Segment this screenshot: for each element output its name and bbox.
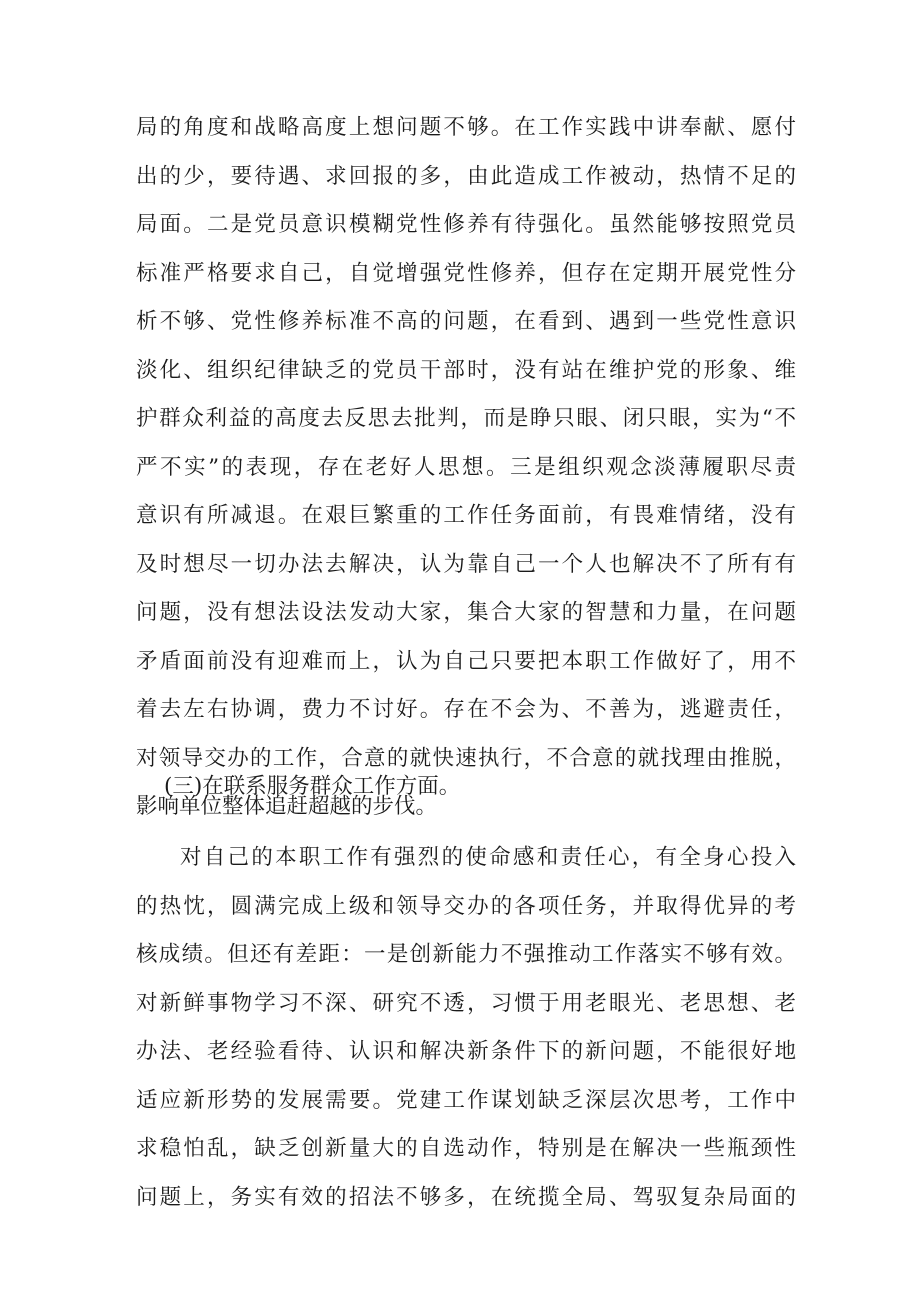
paragraph-1-line: 对领导交办的工作，合意的就快速执行，不合意的就找理由推脱， [136, 745, 796, 771]
paragraph-2-line: 求稳怕乱，缺乏创新量大的自选动作，特别是在解决一些瓶颈性 [136, 1136, 796, 1161]
paragraph-1-line: 局的角度和战略高度上想问题不够。在工作实践中讲奉献、愿付 [136, 115, 796, 140]
paragraph-2 [136, 834, 796, 1222]
paragraph-1-line: 矛盾面前没有迎难而上，认为自己只要把本职工作做好了，用不 [136, 648, 796, 674]
paragraph-2-line: 核成绩。但还有差距：一是创新能力不强推动工作落实不够有效。 [136, 942, 796, 967]
paragraph-2-line: 的热忱，圆满完成上级和领导交办的各项任务，并取得优异的考 [136, 893, 796, 919]
paragraph-1-line: 标准严格要求自己，自觉增强党性修养，但存在定期开展党性分 [136, 260, 796, 286]
paragraph-1-line: 问题，没有想法设法发动大家，集合大家的智慧和力量，在问题 [136, 600, 796, 625]
section-heading: (三)在联系服务群众工作方面。 [164, 774, 461, 799]
paragraph-1-line: 着去左右协调，费力不讨好。存在不会为、不善为，逃避责任， [136, 697, 796, 722]
paragraph-1-line: 及时想尽一切办法去解决，认为靠自己一个人也解决不了所有有 [136, 551, 796, 577]
paragraph-2-line: 办法、老经验看待、认识和解决新条件下的新问题，不能很好地 [136, 1039, 796, 1064]
paragraph-1-line: 局面。二是党员意识模糊党性修养有待强化。虽然能够按照党员 [136, 212, 796, 237]
paragraph-1-line: 意识有所减退。在艰巨繁重的工作任务面前，有畏难情绪，没有 [136, 503, 796, 528]
paragraph-1 [136, 104, 796, 832]
paragraph-1-line: 严不实”的表现，存在老好人思想。三是组织观念淡薄履职尽责 [136, 454, 796, 480]
paragraph-1-line: 护群众利益的高度去反思去批判，而是睁只眼、闭只眼，实为“不 [136, 406, 796, 431]
paragraph-2-line: 问题上，务实有效的招法不够多，在统揽全局、驾驭复杂局面的 [136, 1184, 796, 1210]
paragraph-2-line: 适应新形势的发展需要。党建工作谋划缺乏深层次思考，工作中 [136, 1087, 796, 1113]
paragraph-1-line: 出的少，要待遇、求回报的多，由此造成工作被动，热情不足的 [136, 163, 796, 189]
paragraph-2-line: 对自己的本职工作有强烈的使命感和责任心，有全身心投入 [180, 845, 796, 870]
paragraph-1-line: 淡化、组织纪律缺乏的党员干部时，没有站在维护党的形象、维 [136, 357, 796, 383]
paragraph-1-line: 析不够、党性修养标准不高的问题，在看到、遇到一些党性意识 [136, 309, 796, 334]
paragraph-1-line: 影响单位整体追赶超越的步伐。 [136, 794, 438, 819]
paragraph-2-line: 对新鲜事物学习不深、研究不透，习惯于用老眼光、老思想、老 [136, 990, 796, 1016]
